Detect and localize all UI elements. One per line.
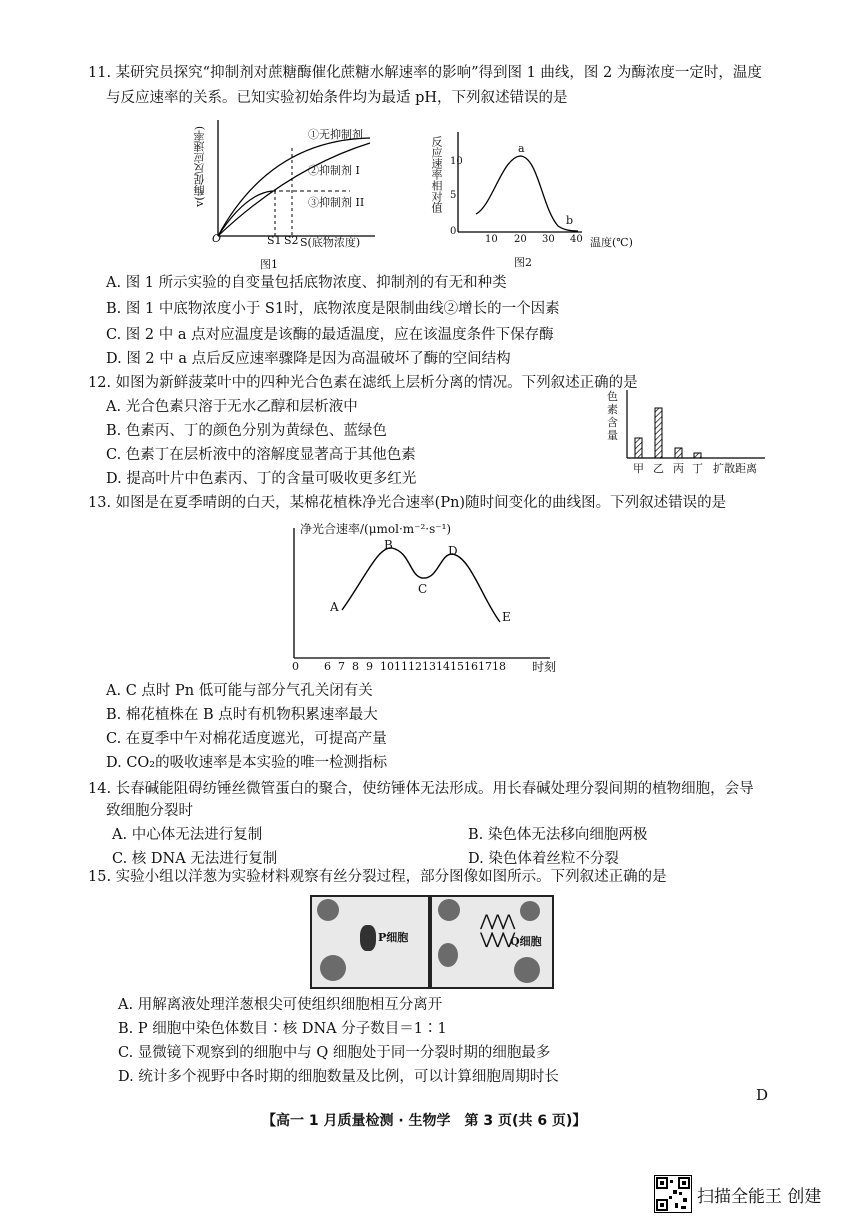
fig1-s2-label: S2 — [284, 234, 299, 247]
q13-xtick: 16 — [464, 660, 478, 673]
q15-option-c: C. 显微镜下观察到的细胞中与 Q 细胞处于同一分裂时期的细胞最多 — [118, 1045, 551, 1061]
q13-point-b: B — [384, 538, 393, 552]
fig2-ylabel: 反应速率相对值 — [430, 136, 443, 213]
scanner-watermark: 扫描全能王 创建 — [697, 1187, 822, 1207]
fig2-caption: 图2 — [514, 256, 532, 269]
q12-option-c: C. 色素丁在层析液中的溶解度显著高于其他色素 — [106, 447, 416, 463]
q12-cat-yi: 乙 — [653, 462, 664, 475]
handwritten-answer: D — [756, 1086, 769, 1104]
q12-bar-bing — [675, 448, 682, 458]
q11-option-d: D. 图 2 中 a 点后反应速率骤降是因为高温破坏了酶的空间结构 — [106, 351, 511, 367]
fig2-ytick-10: 10 — [450, 156, 463, 167]
fig1-origin: O — [212, 232, 222, 245]
q15-option-d: D. 统计多个视野中各时期的细胞数量及比例，可以计算细胞周期时长 — [118, 1069, 559, 1085]
q13-xtick: 14 — [436, 660, 450, 673]
fig1-xlabel: S(底物浓度) — [300, 236, 361, 249]
fig1-s1-label: S1 — [267, 234, 282, 247]
q11-option-a: A. 图 1 所示实验的自变量包括底物浓度、抑制剂的有无和种类 — [106, 275, 507, 291]
fig2-xtick-30: 30 — [542, 234, 555, 245]
fig2-xtick-10: 10 — [485, 234, 498, 245]
q11-figure-2 — [430, 128, 633, 269]
q12-option-d: D. 提高叶片中色素丙、丁的含量可吸收更多红光 — [106, 471, 417, 487]
fig1-curve-1-label: ①无抑制剂 — [308, 128, 363, 141]
q13-option-a: A. C 点时 Pn 低可能与部分气孔关闭有关 — [106, 683, 373, 699]
q12-cat-ding: 丁 — [692, 462, 703, 475]
fig2-point-b: b — [566, 214, 574, 227]
q11-figure-1 — [193, 118, 380, 271]
fig2-xlabel: 温度(℃) — [590, 236, 633, 249]
q11-option-b: B. 图 1 中底物浓度小于 S1时，底物浓度是限制曲线②增长的一个因素 — [106, 301, 560, 317]
q13-point-a: A — [330, 600, 339, 614]
q13-pn-chart — [280, 518, 570, 678]
q13-xtick: 6 — [324, 660, 331, 673]
q15-option-a: A. 用解离液处理洋葱根尖可使组织细胞相互分离开 — [118, 997, 443, 1013]
q13-xtick: 17 — [478, 660, 492, 673]
q13-xtick: 0 — [292, 660, 299, 673]
q12-bar-yi — [655, 408, 662, 458]
q13-option-d: D. CO₂的吸收速率是本实验的唯一检测指标 — [106, 755, 388, 771]
q12-bar-jia — [635, 438, 642, 458]
q13-option-c: C. 在夏季中午对棉花适度遮光，可提高产量 — [106, 731, 387, 747]
q12-bar-ding — [694, 453, 701, 458]
q15-micrograph-p — [310, 895, 430, 989]
q14-option-a: A. 中心体无法进行复制 — [112, 827, 263, 843]
q11-stem-line1: 11. 某研究员探究“抑制剂对蔗糖酶催化蔗糖水解速率的影响”得到图 1 曲线，图 2 为酶浓度一定时，温度 — [88, 65, 762, 81]
q12-option-b: B. 色素丙、丁的颜色分别为黄绿色、蓝绿色 — [106, 423, 387, 439]
q15-p-label: P细胞 — [378, 931, 409, 944]
q13-xtick: 9 — [366, 660, 373, 673]
q12-option-a: A. 光合色素只溶于无水乙醇和层析液中 — [106, 399, 358, 415]
q13-xtick: 12 — [408, 660, 422, 673]
q13-xtick: 18 — [492, 660, 506, 673]
q11-stem-line2: 与反应速率的关系。已知实验初始条件均为最适 pH，下列叙述错误的是 — [106, 90, 568, 106]
q15-q-chromosomes-lower: ⋁⋁⋁ — [480, 929, 514, 948]
fig2-curve — [476, 156, 578, 231]
q12-pigment-chart — [605, 388, 775, 478]
fig2-xtick-40: 40 — [570, 234, 583, 245]
fig1-curve-2-label: ②抑制剂 I — [308, 164, 360, 177]
fig1-curve-1 — [218, 138, 370, 236]
q15-q-chromosomes: ⋀⋀⋀ — [480, 911, 514, 930]
q14-stem-line1: 14. 长春碱能阻碍纺锤丝微管蛋白的聚合，使纺锤体无法形成。用长春碱处理分裂间期的植物细胞，会导 — [88, 781, 754, 797]
qr-code-icon — [654, 1175, 692, 1213]
q12-stem: 12. 如图为新鲜菠菜叶中的四种光合色素在滤纸上层析分离的情况。下列叙述正确的是 — [88, 375, 638, 391]
q11-option-c: C. 图 2 中 a 点对应温度是该酶的最适温度，应在该温度条件下保存酶 — [106, 327, 554, 343]
q15-micrograph-q — [430, 895, 554, 989]
q14-option-b: B. 染色体无法移向细胞两极 — [468, 827, 648, 843]
q13-point-e: E — [502, 610, 511, 624]
q14-option-d: D. 染色体着丝粒不分裂 — [468, 851, 619, 867]
q13-point-d: D — [448, 544, 458, 558]
fig1-ylabel: v(酶促反应速率) — [193, 126, 206, 207]
q15-stem: 15. 实验小组以洋葱为实验材料观察有丝分裂过程，部分图像如图所示。下列叙述正确的是 — [88, 869, 667, 885]
q15-q-label: Q细胞 — [510, 935, 542, 948]
q13-xtick: 8 — [352, 660, 359, 673]
q12-cat-jia: 甲 — [633, 462, 644, 475]
q13-xtick: 13 — [422, 660, 436, 673]
fig1-curve-3-label: ③抑制剂 II — [308, 196, 365, 209]
q13-xtick: 15 — [450, 660, 464, 673]
q13-ylabel: 净光合速率/(μmol·m⁻²·s⁻¹) — [300, 522, 452, 536]
fig2-ytick-5: 5 — [450, 190, 457, 201]
q15-option-b: B. P 细胞中染色体数目∶核 DNA 分子数目＝1∶1 — [118, 1021, 447, 1037]
fig1-caption: 图1 — [260, 258, 278, 271]
q13-option-b: B. 棉花植株在 B 点时有机物积累速率最大 — [106, 707, 378, 723]
q13-xlabel: 时刻 — [532, 660, 557, 674]
fig2-ytick-0: 0 — [450, 226, 457, 237]
page-footer: 【高一 1 月质量检测 · 生物学 第 3 页(共 6 页)】 — [262, 1113, 587, 1129]
q12-cat-bing: 丙 — [673, 462, 684, 475]
fig2-point-a: a — [518, 142, 525, 155]
q13-xtick: 10 — [380, 660, 394, 673]
fig2-xtick-20: 20 — [514, 234, 527, 245]
q12-ylabel: 色素含量 — [607, 390, 618, 442]
q14-stem-line2: 致细胞分裂时 — [106, 803, 193, 819]
q12-xlabel: 扩散距离 — [713, 462, 757, 475]
q13-stem: 13. 如图是在夏季晴朗的白天，某棉花植株净光合速率(Pn)随时间变化的曲线图。下列叙述错误的是 — [88, 495, 727, 511]
q14-option-c: C. 核 DNA 无法进行复制 — [112, 851, 278, 867]
q13-xtick: 11 — [394, 660, 408, 673]
q13-xtick: 7 — [338, 660, 345, 673]
q13-point-c: C — [418, 582, 428, 596]
